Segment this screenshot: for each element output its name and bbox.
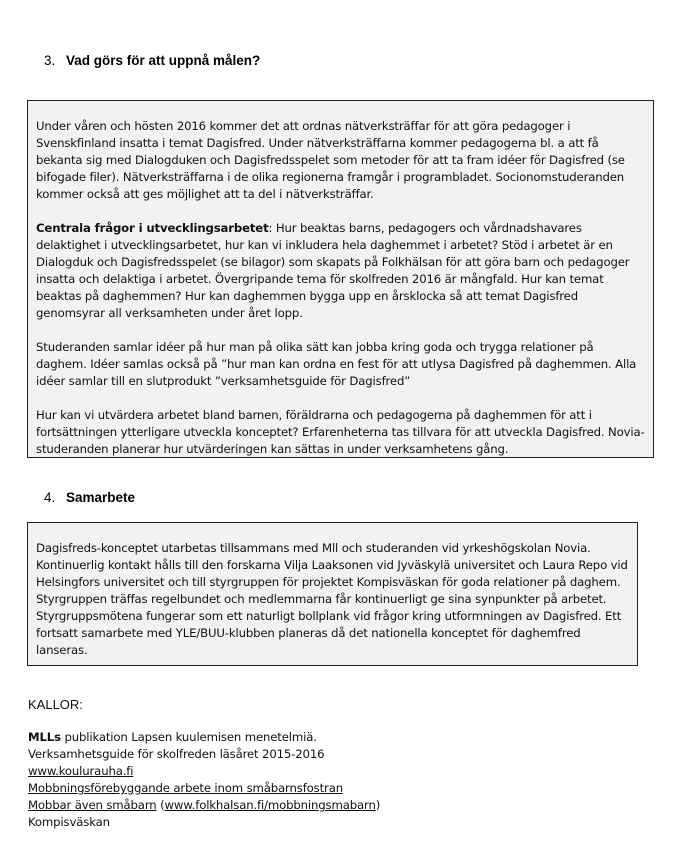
link-koulurauha[interactable]: www.koulurauha.fi	[28, 764, 134, 778]
paren-close: )	[375, 798, 381, 812]
section-3-textbox	[27, 100, 654, 458]
paren-open: (	[156, 798, 165, 812]
source-mobbar	[28, 797, 380, 814]
section-3-paragraph-3: Studeranden samlar idéer på hur man på olika sätt kan jobba kring goda och trygga relationer på daghem. Idéer samlas också på ”hur man kan ordna en fest för att utlysa Dagisfred på daghemmen. Alla idéer samlar till en slutprodukt ”verksamhetsguide för Dagisfred”	[36, 340, 637, 388]
central-questions-label: Centrala frågor i utvecklingsarbetet	[36, 221, 269, 235]
link-mobbningsforebyggande[interactable]: Mobbningsförebyggande arbete inom småbarnsfostran	[28, 781, 343, 795]
section-4-number: 4.	[44, 490, 56, 505]
source-mll-label: MLLs	[28, 730, 61, 744]
section-4-heading	[44, 490, 135, 505]
section-3-title: Vad görs för att uppnå målen?	[66, 53, 261, 68]
central-questions-text: : Hur beaktas barns, pedagogers och vårdnadshavares delaktighet i utvecklingsarbetet, hur kan vi inkludera hela daghemmet i arbetet? Stöd i arbetet är en Dialogduk och Dagisfredsspelet (se bilagor) som skapats på Folkhälsan för att göra barn och pedagoger insatta och delaktiga i arbetet. Övergripande tema för skolfreden 2016 är mångfald. Hur kan temat beaktas på daghemmen? Hur kan daghemmen bygga upp en årsklocka så att temat Dagisfred genomsyrar all verksamheten under året lopp.	[36, 221, 630, 320]
link-folkhalsan[interactable]: www.folkhalsan.fi/mobbningsmabarn	[164, 798, 376, 812]
source-guide: Verksamhetsguide för skolfreden läsåret 2015-2016	[28, 747, 325, 761]
section-3-heading	[44, 53, 260, 68]
section-3-paragraph-2	[36, 220, 645, 322]
section-3-number: 3.	[44, 53, 56, 68]
source-mll	[28, 729, 380, 746]
section-3-paragraph-1: Under våren och hösten 2016 kommer det att ordnas nätverksträffar för att göra pedagoger i Svenskfinland insatta i temat Dagisfred. Under nätverksträffarna kommer pedagogerna bl. a att få bekanta sig med Dialogduken och Dagisfredsspelet som metoder för att ta fram idéer för Dagisfred (se bifogade filer). Nätverksträffarna i de olika regionerna framgår i programbladet. Socionomstuderanden kommer också att ges möjlighet att ta del i nätverksträffar.	[36, 119, 625, 201]
sources-section	[28, 696, 380, 831]
section-3-paragraph-4: Hur kan vi utvärdera arbetet bland barnen, föräldrarna och pedagogerna på daghemmen för att i fortsättningen ytterligare utveckla konceptet? Erfarenheterna tas tillvara för att utveckla Dagisfred. Novia-studeranden planerar hur utvärderingen kan sättas in under verksamhetens gång.	[36, 408, 645, 456]
section-4-title: Samarbete	[66, 490, 136, 505]
sources-heading: KALLOR:	[28, 697, 83, 712]
source-mll-text: publikation Lapsen kuulemisen menetelmiä.	[60, 730, 317, 744]
link-mobbar-aven-smabarn[interactable]: Mobbar även småbarn	[28, 798, 157, 812]
section-4-paragraph-1: Dagisfreds-konceptet utarbetas tillsammans med Mll och studeranden vid yrkeshögskolan Novia. Kontinuerlig kontakt hålls till den forskarna Vilja Laaksonen vid Jyväskylä universitet och Laura Repo vid Helsingfors universitet och till styrgruppen för projektet Kompisväskan för goda relationer på daghem. Styrgruppen träffas regelbundet och medlemmarna får kontinuerligt ge sina synpunkter på arbetet. Styrgruppsmötena fungerar som ett naturligt bollplank vid frågor kring utformningen av Dagisfred. Ett fortsatt samarbete med YLE/BUU-klubben planeras då det nationella konceptet för daghemfred lanseras.	[36, 541, 628, 657]
section-4-textbox	[27, 522, 638, 666]
source-kompisvaskan: Kompisväskan	[28, 815, 110, 829]
